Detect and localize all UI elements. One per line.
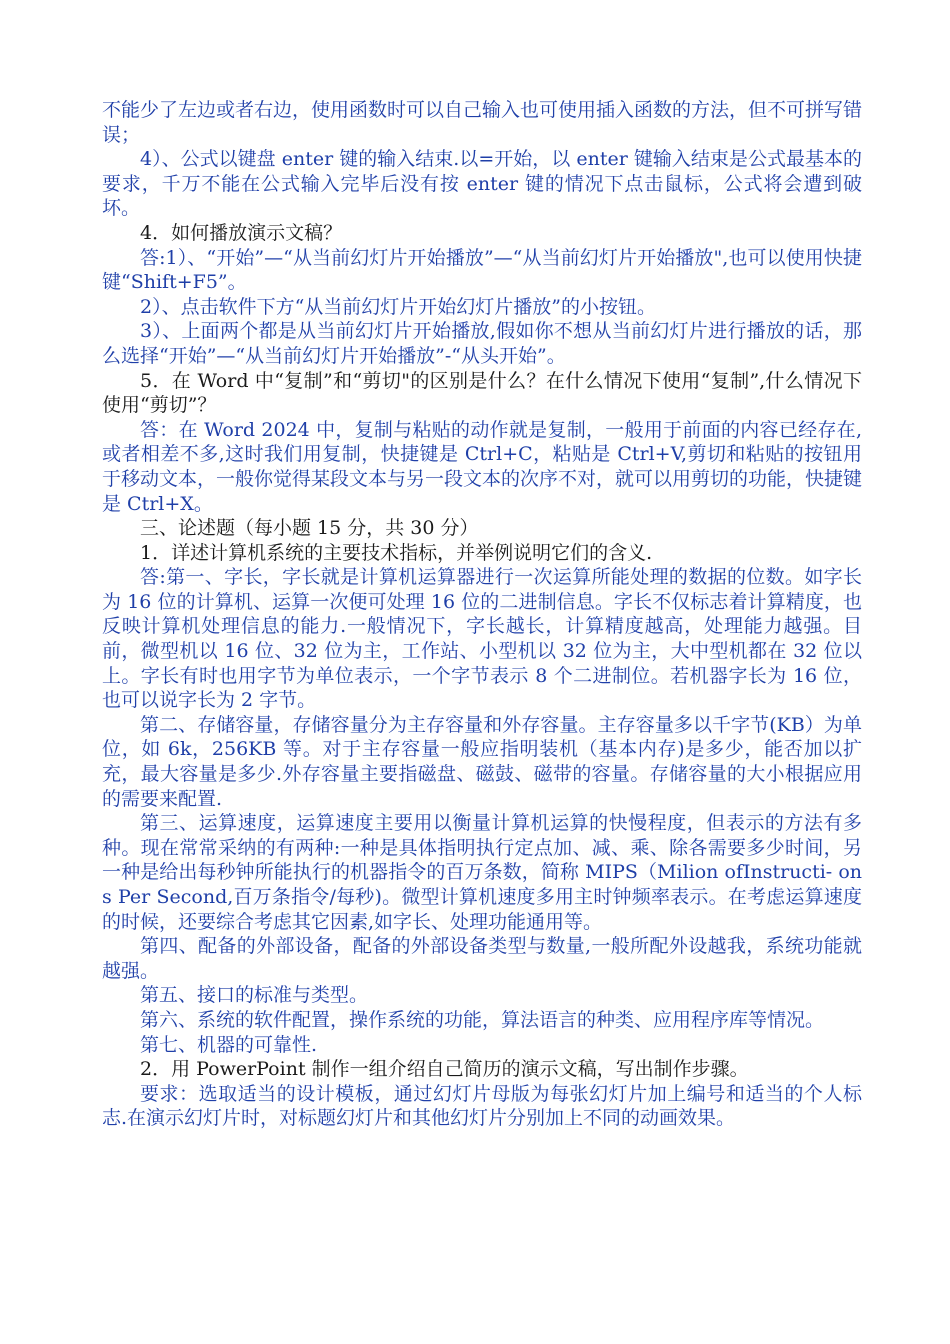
answer-paragraph: 答：在 Word 2024 中，复制与粘贴的动作就是复制，一般用于前面的内容已经存在,或者相差不多,这时我们用复制，快捷键是 Ctrl+C，粘贴是 Ctrl+V,剪切和粘贴的按钮用于移动文本，一般你觉得某段文本与另一段文本的次序不对，就可以用剪切的功能，快捷键是 Ctrl+X。 [102, 418, 863, 515]
answer-paragraph: 答:1）、“开始”—“从当前幻灯片开始播放”—“从当前幻灯片开始播放",也可以使用快捷键“Shift+F5”。 [102, 246, 862, 294]
answer-paragraph: 4）、公式以键盘 enter 键的输入结束.以=开始，以 enter 键输入结束是公式最基本的要求，千万不能在公式输入完毕后没有按 enter 键的情况下点击鼠标，公式将会遭到破坏。 [102, 148, 862, 220]
answer-paragraph: 第六、系统的软件配置，操作系统的功能，算法语言的种类、应用程序库等情况。 [140, 1008, 825, 1031]
answer-paragraph: 第三、运算速度，运算速度主要用以衡量计算机运算的快慢程度，但表示的方法有多种。现在常常采纳的有两种:一种是具体指明执行定点加、减、乘、除各需要多少时间，另一种是给出每秒钟所能执行的机器指令的百万条数，简称 MIPS（Milion ofInstructi- ons Per Second,百万条指令/每秒)。微型计算机速度多用主时钟频率表示。在考虑运算速度的时候，还要综合考虑其它因素,如字长、处理功能通用等。 [102, 812, 862, 933]
question-paragraph: 1．详述计算机系统的主要技术指标，并举例说明它们的含义. [140, 541, 653, 564]
answer-paragraph: 不能少了左边或者右边，使用函数时可以自己输入也可使用插入函数的方法，但不可拼写错误； [102, 99, 863, 146]
question-paragraph: 4．如何播放演示文稿？ [140, 221, 343, 244]
answer-paragraph: 3）、上面两个都是从当前幻灯片开始播放,假如你不想从当前幻灯片进行播放的话，那么选择“开始”—“从当前幻灯片开始播放”-“从头开始”。 [102, 320, 862, 367]
answer-paragraph: 2）、点击软件下方“从当前幻灯片开始幻灯片播放”的小按钮。 [140, 295, 657, 318]
section-heading: 三、论述题（每小题 15 分，共 30 分） [140, 517, 479, 540]
question-paragraph: 2．用 PowerPoint 制作一组介绍自己简历的演示文稿，写出制作步骤。 [140, 1058, 749, 1081]
answer-paragraph: 第二、存储容量，存储容量分为主存容量和外存容量。主存容量多以千字节(KB）为单位，如 6k，256KB 等。对于主存容量一般应指明装机（基本内存)是多少，能否加以扩充，最大容量是多少.外存容量主要指磁盘、磁鼓、磁带的容量。存储容量的大小根据应用的需要来配置. [102, 713, 862, 810]
answer-paragraph: 第四、配备的外部设备，配备的外部设备类型与数量,一般所配外设越我，系统功能就越强。 [102, 935, 862, 982]
answer-paragraph: 第五、接口的标准与类型。 [140, 984, 369, 1007]
question-paragraph: 5．在 Word 中“复制”和“剪切"的区别是什么？在什么情况下使用“复制”,什么情况下使用“剪切”？ [102, 369, 862, 417]
answer-paragraph: 答:第一、字长，字长就是计算机运算器进行一次运算所能处理的数据的位数。如字长为 16 位的计算机、运算一次便可处理 16 位的二进制信息。字长不仅标志着计算精度，也反映计算机处理信息的能力.一般情况下，字长越长，计算精度越高，处理能力越强。目前，微型机以 16 位、32 位为主，工作站、小型机以 32 位为主，大中型机都在 32 位以上。字长有时也用字节为单位表示，一个字节表示 8 个二进制位。若机器字长为 16 位，也可以说字长为 2 字节。 [102, 566, 862, 712]
answer-paragraph: 要求：选取适当的设计模板，通过幻灯片母版为每张幻灯片加上编号和适当的个人标志.在演示幻灯片时，对标题幻灯片和其他幻灯片分别加上不同的动画效果。 [102, 1082, 862, 1130]
answer-paragraph: 第七、机器的可靠性. [140, 1033, 318, 1056]
